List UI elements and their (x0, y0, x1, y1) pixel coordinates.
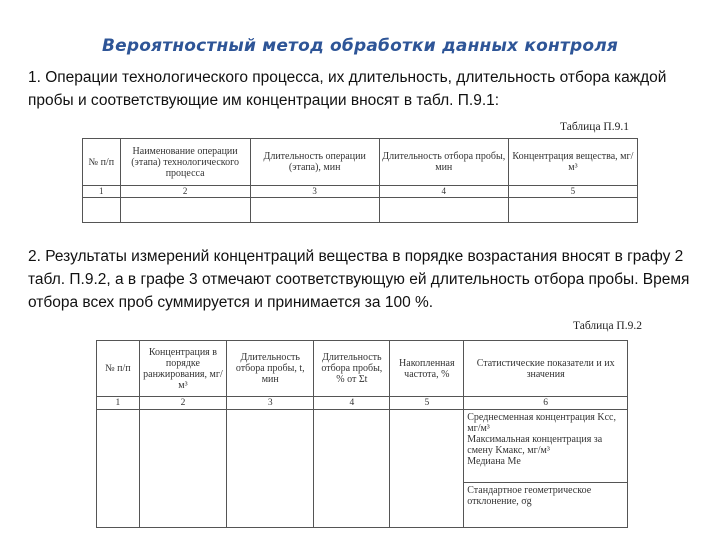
stat-average-concentration: Среднесменная концентрация Kсс, мг/м³ (467, 412, 616, 434)
table-2-number-row (97, 397, 628, 410)
table-cell (379, 198, 508, 223)
t1-header-sample-duration: Длительность отбора пробы, мин (379, 139, 508, 186)
t2-header-duration-min: Длительность отбора пробы, t, мин (227, 341, 314, 397)
table-1-empty-row (83, 198, 638, 223)
t2-col-number: 5 (390, 397, 464, 410)
table-cell (314, 410, 390, 528)
table-cell (227, 410, 314, 528)
t1-header-concentration: Концентрация вещества, мг/м³ (508, 139, 637, 186)
table-2-caption: Таблица П.9.2 (573, 320, 642, 332)
table-cell (508, 198, 637, 223)
table-cell (120, 198, 250, 223)
t2-header-statistics: Статистические показатели и их значения (464, 341, 628, 397)
t1-header-operation: Наименование операции (этапа) технологического процесса (120, 139, 250, 186)
t1-col-number: 5 (508, 186, 637, 198)
stat-geometric-deviation: Стандартное геометрическое отклонение, σg (467, 485, 592, 507)
table-1-number-row (83, 186, 638, 198)
table-cell (139, 410, 226, 528)
table-cell (83, 198, 121, 223)
t1-col-number: 1 (83, 186, 121, 198)
t2-col-number: 6 (464, 397, 628, 410)
stat-max-concentration: Максимальная концентрация за смену Kмакс, мг/м³ (467, 434, 603, 456)
t2-col-number: 2 (139, 397, 226, 410)
table-cell (97, 410, 140, 528)
table-1-caption: Таблица П.9.1 (560, 121, 629, 133)
t1-col-number: 3 (250, 186, 379, 198)
stats-cell-deviation (464, 483, 628, 528)
t2-header-duration-percent: Длительность отбора пробы, % от Σt (314, 341, 390, 397)
table-2 (96, 340, 628, 528)
t2-col-number: 3 (227, 397, 314, 410)
t2-header-concentration: Концентрация в порядке ранжирования, мг/м³ (139, 341, 226, 397)
paragraph-2: 2. Результаты измерений концентраций вещества в порядке возрастания вносят в графу 2 табл. П.9.2, а в графе 3 отмечают соответствующую ей длительность отбора пробы. Время отбора всех проб суммируется и принимается за 100 %. (28, 248, 690, 311)
t2-header-cumulative-frequency: Накопленная частота, % (390, 341, 464, 397)
t1-col-number: 4 (379, 186, 508, 198)
paragraph-1: 1. Операции технологического процесса, их длительность, длительность отбора каждой пробы и соответствующие им концентрации вносят в табл. П.9.1: (28, 69, 667, 109)
stats-cell-main (464, 410, 628, 483)
table-cell (250, 198, 379, 223)
t2-header-num: № п/п (97, 341, 140, 397)
stat-median: Медиана Me (467, 456, 521, 467)
t1-header-num: № п/п (83, 139, 121, 186)
table-2-data-row (97, 410, 628, 483)
table-1 (82, 138, 638, 223)
t1-header-operation-duration: Длительность операции (этапа), мин (250, 139, 379, 186)
table-2-header-row (97, 341, 628, 397)
page-title: Вероятностный метод обработки данных контроля (102, 36, 618, 56)
t2-col-number: 1 (97, 397, 140, 410)
table-1-header-row (83, 139, 638, 186)
t2-col-number: 4 (314, 397, 390, 410)
table-cell (390, 410, 464, 528)
t1-col-number: 2 (120, 186, 250, 198)
